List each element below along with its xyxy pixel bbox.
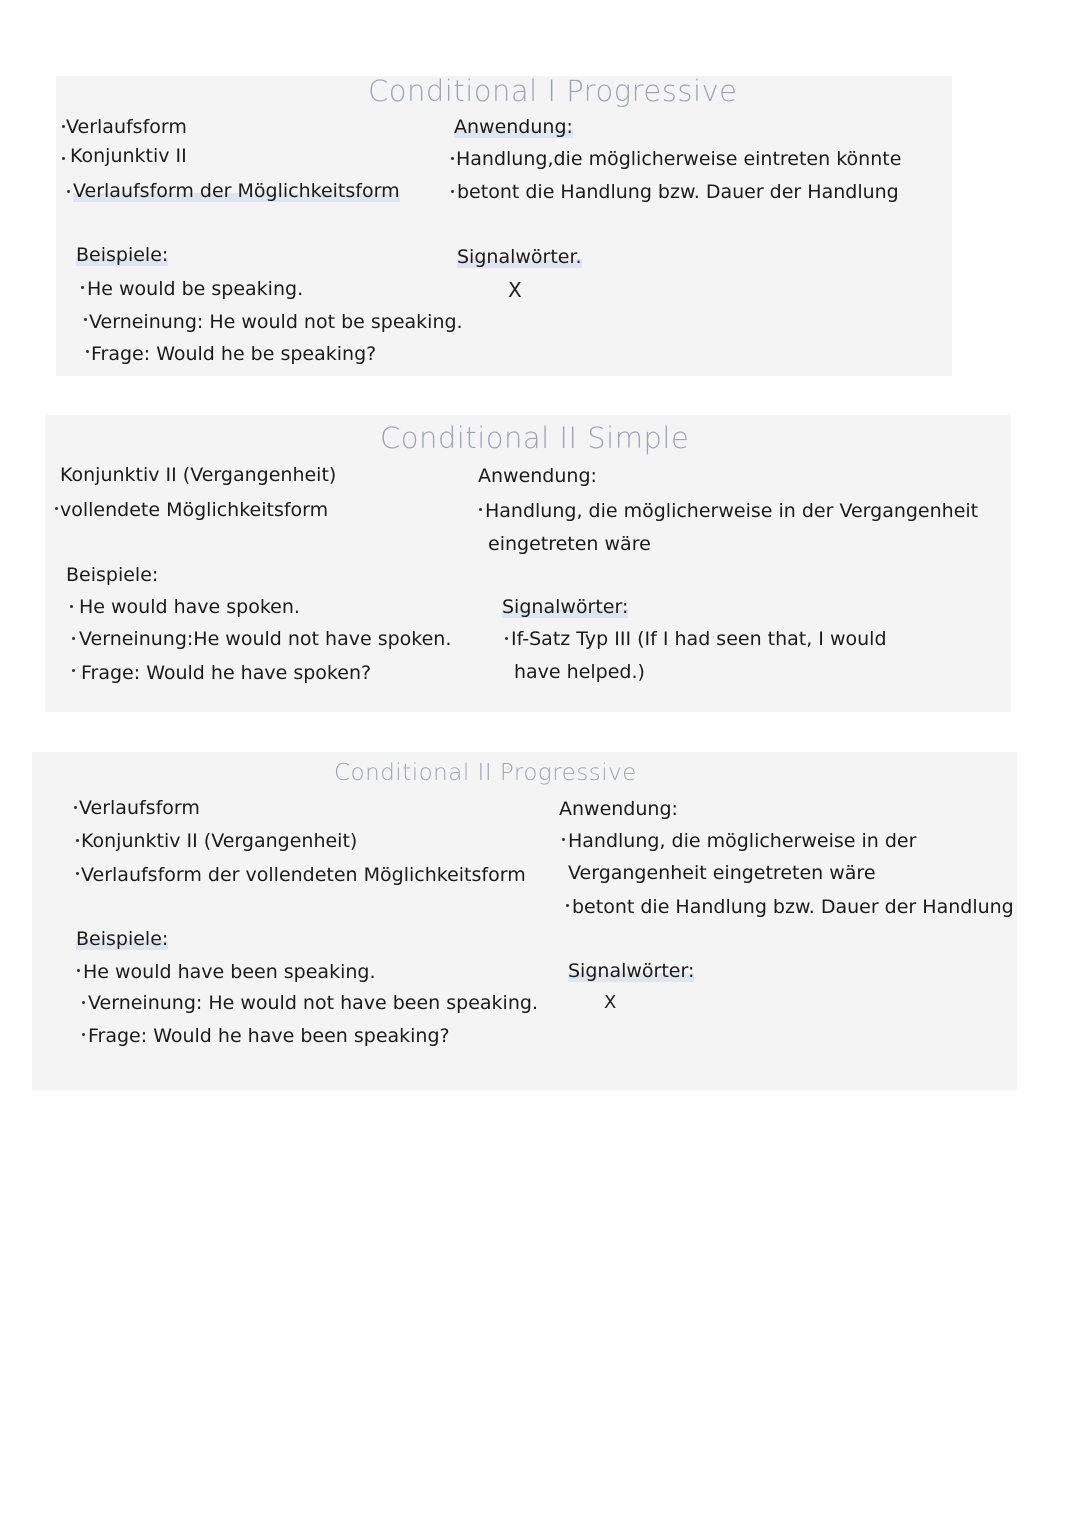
signal-label: Signalwörter: (502, 596, 629, 618)
example-item: Frage: Would he have spoken? (81, 662, 372, 684)
section-title: Conditional I Progressive (368, 74, 738, 108)
anwendung-item: eingetreten wäre (488, 533, 651, 555)
signal-label: Signalwörter. (457, 246, 582, 268)
section-title: Conditional II Simple (380, 421, 690, 455)
form-item: Konjunktiv II (Vergangenheit) (60, 464, 337, 486)
example-item: Verneinung: He would not be speaking. (89, 311, 463, 333)
beispiele-label: Beispiele: (66, 564, 159, 586)
anwendung-label: Anwendung: (559, 798, 678, 820)
bullet (77, 969, 80, 972)
signal-item: If-Satz Typ III (If I had seen that, I would (511, 628, 887, 650)
example-item: Frage: Would he have been speaking? (88, 1025, 450, 1047)
bullet (67, 190, 70, 193)
bullet (76, 839, 79, 842)
signal-item: have helped.) (514, 661, 645, 683)
bullet (62, 125, 65, 128)
bullet (479, 508, 482, 511)
example-item: Verneinung: He would not have been speaking. (88, 992, 538, 1014)
signal-label: Signalwörter: (568, 960, 695, 982)
form-item: Konjunktiv II (70, 145, 187, 167)
beispiele-label: Beispiele: (76, 244, 169, 266)
bullet (86, 350, 89, 353)
form-item: Verlaufsform (66, 116, 187, 138)
bullet (74, 806, 77, 809)
signal-value: X (604, 992, 617, 1013)
bullet (72, 669, 75, 672)
signal-value: X (508, 278, 522, 302)
bullet (82, 1033, 85, 1036)
anwendung-item: betont die Handlung bzw. Dauer der Handlung (572, 896, 1014, 918)
example-item: He would have spoken. (79, 596, 300, 618)
section-title: Conditional II Progressive (334, 760, 637, 786)
form-item: Verlaufsform der vollendeten Möglichkeitsform (81, 864, 526, 886)
anwendung-label: Anwendung: (478, 465, 597, 487)
bullet (62, 157, 65, 160)
bullet (451, 157, 454, 160)
bullet (566, 904, 569, 907)
anwendung-item: Handlung,die möglicherweise eintreten könnte (456, 148, 902, 170)
form-item: vollendete Möglichkeitsform (60, 499, 329, 521)
example-item: Verneinung:He would not have spoken. (79, 628, 452, 650)
bullet (505, 637, 508, 640)
form-item: Verlaufsform (79, 797, 200, 819)
anwendung-label: Anwendung: (454, 116, 573, 138)
anwendung-item: Vergangenheit eingetreten wäre (568, 862, 876, 884)
form-item: Verlaufsform der Möglichkeitsform (73, 180, 400, 202)
bullet (72, 637, 75, 640)
form-item: Konjunktiv II (Vergangenheit) (81, 830, 358, 852)
bullet (55, 507, 58, 510)
bullet (81, 286, 84, 289)
bullet (451, 190, 454, 193)
bullet (562, 838, 565, 841)
bullet (84, 318, 87, 321)
beispiele-label: Beispiele: (76, 928, 169, 950)
example-item: Frage: Would he be speaking? (91, 343, 377, 365)
example-item: He would have been speaking. (83, 961, 376, 983)
anwendung-item: betont die Handlung bzw. Dauer der Handlung (457, 181, 899, 203)
anwendung-item: Handlung, die möglicherweise in der (568, 830, 917, 852)
bullet (70, 605, 73, 608)
bullet (82, 1001, 85, 1004)
bullet (76, 872, 79, 875)
example-item: He would be speaking. (87, 278, 304, 300)
anwendung-item: Handlung, die möglicherweise in der Vergangenheit (485, 500, 979, 522)
